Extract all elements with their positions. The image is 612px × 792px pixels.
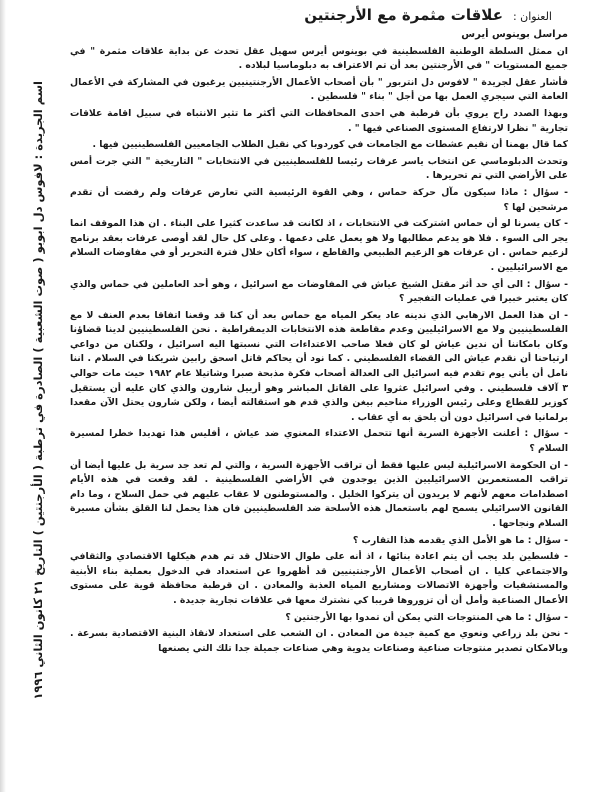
paragraph: كما قال بهمنا أن نقيم عشطات مع الجامعات في كوردوبا كي نقبل الطلاب الجامعيين الفلسطينيين فيها . bbox=[92, 139, 568, 151]
answer: - كان يسرنا لو أن حماس اشتركت في الانتخابات ، اذ لكانت قد ساعدت كثيرا على البناء . ان هذا الموقف انما يجر الى السوء . فلا هو يدعم مطالبها ولا هو يعمل على دعمها . وعلى كل حال لقد أوصى عرفات بعقد برنامج لزعيم حماس . ان عرفات هو الزعيم الطبيعي والقاطع ، سواء أكان خلال فترة التحرير أو في مفاوضات السلام مع الاسرائيليين . bbox=[70, 218, 568, 273]
source-line: اسم الجريدة : لافوس دل ابوبو ( صوت الشعبية ) الصادرة في ترطبة ( الأرجنتين ) التاريخ ٢١ كانون الثاني ١٩٩٦ bbox=[31, 80, 45, 700]
answer: - ان هذا العمل الارهابي الذي ندينه عاد يعكر المياه مع حماس بعد أن كنا قد وقعنا اتفاقا بعدم العنف لا مع الفلسطينيين ولا مع الاسرائيليين وعدم مقاطعة هذه الانتخابات الديمقراطية . نحن الفلسطينيين لدينا قضاؤنا وكان بامكاننا أن ندين عياش لو كان فعلا صاحب الاعتداءات التي نسبتها اليه اسرائيل ، ولكنان من دواعي ارتياحنا أن نقدم عياش الى القضاء الفلسطيني . كما نود أن يحاكم قاتل اسحق رابين شريكنا في السلام . اننا نامل أن يأتي يوم تقدم فيه اسرائيل الى العدالة أصحاب فكرة مذبحة صبرا وشاتيلا عام ١٩٨٢ حيث مات حوالي ٣ آلاف فلسطيني . وفي اسرائيل عثروا على القاتل المباشر وهو أرييل شارون والذي كان عليه أن يستقيل كوزير للقطاع وعلى رئيس الوزراء مناحيم بيغن والذي قدم هو استقالته أيضا ، ولكن شارون يحتل الآن مقعدا برلمانيا في اسرائيل دون أن يلحق به أي عقاب . bbox=[70, 309, 568, 423]
question: - سؤال : ماذا سيكون مآل حركة حماس ، وهي القوة الرئيسية التي تعارض عرفات ولم رفضت أن تقدم مرشحين لها ؟ bbox=[70, 186, 568, 213]
question: - سؤال : ما هي المنتوجات التي يمكن أن تمدوا بها الأرجنتين ؟ bbox=[285, 611, 568, 623]
paragraph: ان ممثل السلطة الوطنية الفلسطينية في بوينوس أيرس سهيل عقل تحدث عن بداية علاقات مثمرة " في جميع المستويات " في الأرجنتين بعد أن تم الاعتراف به دبلوماسيا لبلاده . bbox=[70, 45, 568, 72]
paragraph: وتحدث الدبلوماسي عن انتخاب ياسر عرفات رئيسا للفلسطينيين في الانتخابات " التاريخية " التي جرت أمس على الأراضي التي تم تحريرها . bbox=[70, 155, 568, 182]
scan-edge bbox=[0, 0, 6, 792]
article-title: علاقات مثمرة مع الأرجنتين bbox=[304, 6, 503, 24]
question: - سؤال : أعلنت الأجهزة السرية أنها تتحمل الاعتداء المعنوي ضد عياش ، أفليس هذا تهديدا خطرا لمسيرة السلام ؟ bbox=[70, 428, 568, 455]
paragraph: فأشار عقل لجريدة " لافوس دل انتربور " بأن أصحاب الأعمال الأرجنتينيين يرغبون في المشاركة في الأعمال العامة التي سيجري العمل بها من أجل " بناء " فلسطين . bbox=[70, 76, 568, 103]
answer: - فلسطين بلد يجب أن يتم اعادة بنائها ، اذ أنه على طوال الاحتلال قد تم هدم هيكلها الاقتصادي والثقافي والاجتماعي كليا . ان أصحاب الأعمال الأرجنتينيين قد أظهروا عن استعداد في الدخول بعملية بناء الأبنية والمستشفيات وأجهزة الاتصالات ومشاريع المياه العذبة والمعادن . ان قرطبة محافظة قوية على مستوى الأعمال الصناعية وأمل أن أن تزوروها قريبا كي نشترك معها في علاقات تجارية جديدة . bbox=[70, 551, 568, 606]
paragraph: وبهذا الصدد راح يروي بأن قرطبة هي احدى المحافظات التي أكثر ما تثير الانتباه في سبيل اقامة علاقات تجارية " نظرا لارتفاع المستوى الصناعي فيها " . bbox=[70, 107, 568, 134]
title-label: العنوان : bbox=[512, 10, 552, 23]
byline: مراسل بوينوس أيرس bbox=[461, 29, 568, 40]
answer: - نحن بلد زراعي ونعوي مع كمية جيدة من المعادن . ان الشعب على استعداد لانقاذ البنية الاقتصادية بسرعة . وبالامكان تصدير منتوجات صناعية وصناعات يدوية وهي صناعات جميلة جدا تلك التي يصنعها bbox=[70, 628, 568, 654]
answer: - ان الحكومة الاسرائيلية ليس عليها فقط أن تراقب الأجهزة السرية ، والتي لم تعد جد سرية بل عليها أيضا أن تراقب المستعمرين الاسرائيليين الذين يوجدون في الأراضي الفلسطينية . لقد وقعت في هذه الأيام اصطدامات معهم لأنهم لا يريدون أن يتركوا الخليل . والمستوطنون لا عقاب عليهم في حمل السلاح ، وما دام القانون الاسرائيلي يسمح لهم باستعمال هذه الأسلحة ضد الفلسطينيين فان هذا يحمل لنا القلق بشأن مسيرة السلام ونجاحها . bbox=[70, 459, 568, 529]
title-block bbox=[304, 6, 552, 24]
margin-source-note bbox=[18, 20, 58, 760]
question: - سؤال : الى أي حد أثر مقتل الشيخ عياش في المفاوضات مع اسرائيل ، وهو أحد العاملين في حماس والذي كان يعتبر خبيرا في عمليات التفجير ؟ bbox=[70, 278, 568, 305]
article-body bbox=[70, 28, 568, 786]
question: - سؤال : ما هو الأمل الذي يقدمه هذا التقارب ؟ bbox=[352, 534, 568, 546]
